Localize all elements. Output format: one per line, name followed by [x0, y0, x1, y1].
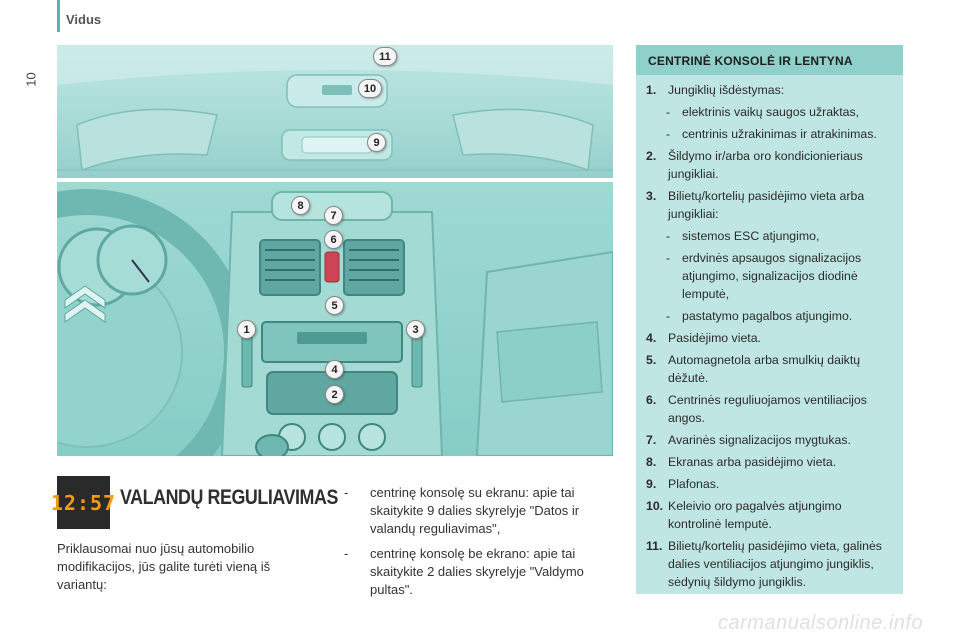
callout-3: 3 [406, 320, 425, 339]
legend-item-text: Automagnetola arba smulkių daiktų dėžutė. [668, 353, 861, 385]
list-item: - centrinę konsolę be ekrano: apie tai skaitykite 2 dalies skyrelyje "Valdymo pultas". [344, 545, 614, 599]
legend-item-text: Centrinės reguliuojamos ventiliacijos angos. [668, 393, 867, 425]
page-number: 10 [23, 72, 39, 87]
legend-item-text: Bilietų/kortelių pasidėjimo vieta, galinės dalies ventiliacijos atjungimo jungiklis, sėdynių šildymo jungiklis. [668, 539, 882, 589]
legend-item [646, 391, 893, 427]
legend-item-text: Keleivio oro pagalvės atjungimo kontrolinė lemputė. [668, 499, 842, 531]
callout-2: 2 [325, 385, 344, 404]
legend-item [646, 537, 893, 591]
legend-subitem-text: pastatymo pagalbos atjungimo. [682, 309, 853, 323]
legend-item-text: Jungiklių išdėstymas: [668, 83, 785, 97]
dashboard-illustration [57, 45, 613, 456]
callout-6: 6 [324, 230, 343, 249]
legend-subitem-text: centrinis užrakinimas ir atrakinimas. [682, 127, 877, 141]
legend-subitem: - sistemos ESC atjungimo, [646, 227, 893, 245]
legend-item-text: Ekranas arba pasidėjimo vieta. [668, 455, 837, 469]
clock-section-title: VALANDŲ REGULIAVIMAS [120, 486, 338, 509]
section-title: Vidus [66, 12, 102, 27]
legend-subitem-text: elektrinis vaikų saugos užraktas, [682, 105, 860, 119]
legend-item [646, 351, 893, 387]
legend-subitem-text: erdvinės apsaugos signalizacijos atjungimo, signalizacijos diodinė lemputė, [682, 251, 862, 301]
digital-clock-icon: 12:57 [57, 476, 110, 529]
legend-list [636, 75, 903, 591]
callout-7: 7 [324, 206, 343, 225]
callout-1: 1 [237, 320, 256, 339]
legend-subitem: - erdvinės apsaugos signalizacijos atjungimo, signalizacijos diodinė lemputė, [646, 249, 893, 303]
legend-item-text: Bilietų/kortelių pasidėjimo vieta arba jungikliai: [668, 189, 865, 221]
legend-item-number: 7. [646, 433, 657, 447]
legend-item [646, 453, 893, 471]
legend-item-text: Avarinės signalizacijos mygtukas. [668, 433, 851, 447]
callout-5: 5 [325, 296, 344, 315]
legend-subitem: - pastatymo pagalbos atjungimo. [646, 307, 893, 325]
callout-11: 11 [373, 47, 397, 66]
legend-item-number: 5. [646, 353, 657, 367]
legend-item-number: 6. [646, 393, 657, 407]
ceiling-illustration [57, 45, 613, 178]
legend-subitem: - centrinis užrakinimas ir atrakinimas. [646, 125, 893, 143]
watermark: carmanualsonline.info [718, 612, 924, 634]
legend-item-text: Plafonas. [668, 477, 720, 491]
legend-item [646, 497, 893, 533]
clock-intro-text: Priklausomai nuo jūsų automobilio modifikacijos, jūs galite turėti vieną iš variantų: [57, 541, 271, 592]
legend-item [646, 147, 893, 183]
legend-item-number: 4. [646, 331, 657, 345]
legend-item [646, 329, 893, 347]
legend-item [646, 81, 893, 99]
list-item-text: centrinę konsolę be ekrano: apie tai skaitykite 2 dalies skyrelyje "Valdymo pultas". [370, 546, 584, 597]
legend-item-number: 1. [646, 83, 657, 97]
legend-subitem: - elektrinis vaikų saugos užraktas, [646, 103, 893, 121]
legend-item-number: 3. [646, 189, 657, 203]
legend-item-number: 2. [646, 149, 657, 163]
console-illustration [57, 182, 613, 456]
clock-options-list [344, 484, 614, 606]
section-accent-bar [57, 0, 60, 32]
legend-item [646, 187, 893, 223]
legend-item-text: Šildymo ir/arba oro kondicionieriaus jungikliai. [668, 149, 863, 181]
callout-10: 10 [358, 79, 382, 98]
ceiling-drawing [57, 45, 613, 178]
legend-subitem-text: sistemos ESC atjungimo, [682, 229, 820, 243]
legend-item [646, 431, 893, 449]
legend-item-number: 10. [646, 499, 664, 513]
list-item: - centrinę konsolę su ekranu: apie tai skaitykite 9 dalies skyrelyje "Datos ir valandų reguliavimas", [344, 484, 614, 538]
callout-9: 9 [367, 133, 386, 152]
panel-title: CENTRINĖ KONSOLĖ IR LENTYNA [636, 45, 903, 75]
legend-item-number: 11. [646, 539, 663, 553]
callout-4: 4 [325, 360, 344, 379]
callout-8: 8 [291, 196, 310, 215]
list-item-text: centrinę konsolę su ekranu: apie tai skaitykite 9 dalies skyrelyje "Datos ir valandų reguliavimas", [370, 485, 580, 536]
legend-item [646, 475, 893, 493]
legend-item-text: Pasidėjimo vieta. [668, 331, 761, 345]
console-legend-panel [636, 45, 903, 594]
legend-item-number: 9. [646, 477, 657, 491]
legend-item-number: 8. [646, 455, 657, 469]
